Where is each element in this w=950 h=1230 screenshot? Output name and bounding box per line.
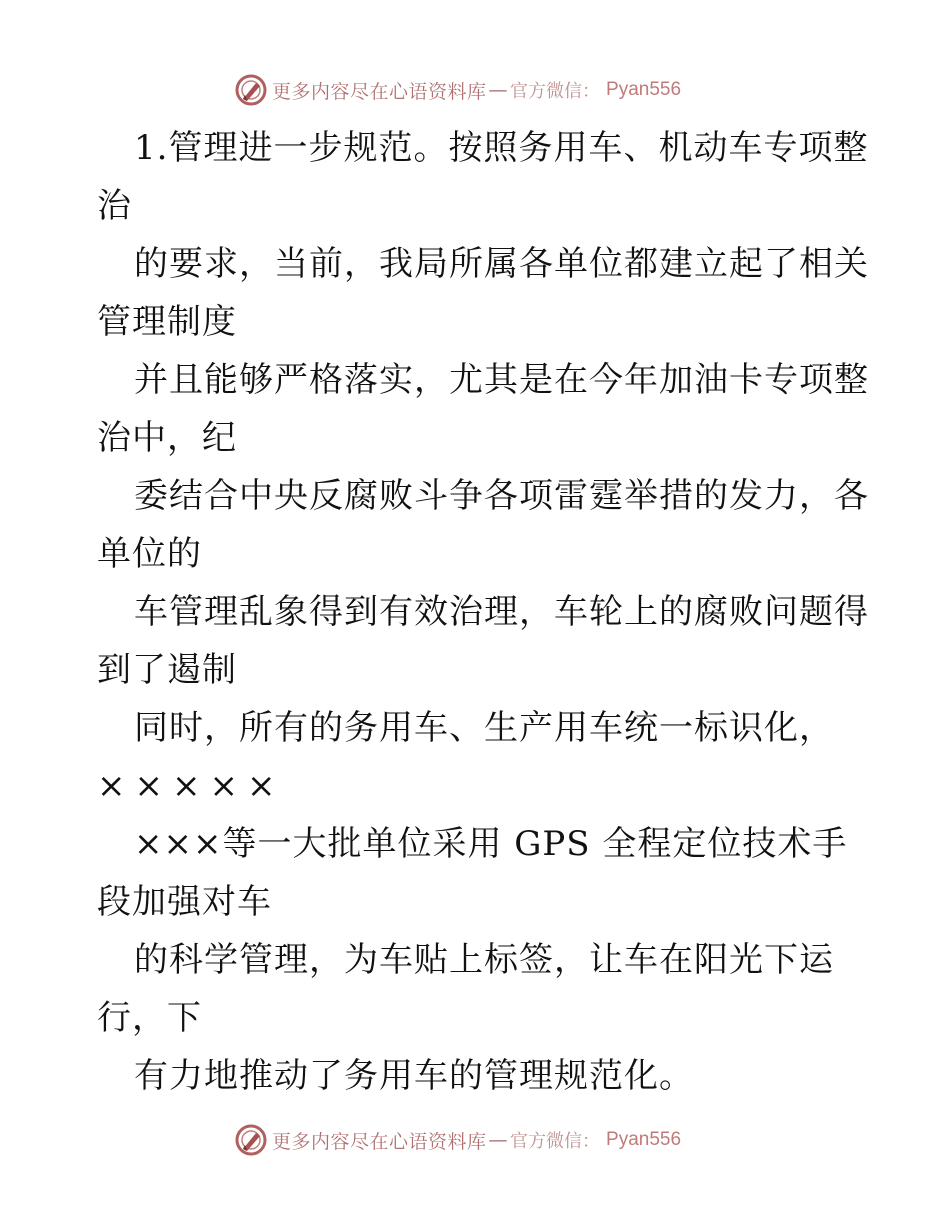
text-line: 有力地推动了务用车的管理规范化。 [134, 1056, 694, 1096]
watermark-id: Pyan556 [606, 79, 682, 100]
watermark-label: 官方微信： [510, 1131, 601, 1152]
text-line: 单位的 [97, 534, 202, 574]
text-line: 行，下 [97, 998, 202, 1038]
watermark-text: 更多内容尽在心语资料库 [272, 1130, 487, 1153]
text-line: 的科学管理，为车贴上标签，让车在阳光下运 [134, 940, 834, 980]
text-line: ××××× [97, 766, 285, 806]
text-line: 车管理乱象得到有效治理，车轮上的腐败问题得 [134, 592, 869, 632]
text-line: ×××等一大批单位采用 GPS 全程定位技术手 [134, 824, 848, 864]
watermark-id: Pyan556 [606, 1129, 682, 1150]
footer-watermark [0, 1120, 950, 1160]
watermark-label: 官方微信： [510, 81, 601, 102]
text-line: 委结合中央反腐败斗争各项雷霆举措的发力，各 [134, 476, 869, 516]
text-line: 管理制度 [97, 302, 237, 342]
pen-logo-icon [234, 1123, 268, 1157]
watermark-dash: — [488, 79, 509, 101]
text-line: 同时，所有的务用车、生产用车统一标识化， [134, 708, 834, 748]
text-line: 并且能够严格落实，尤其是在今年加油卡专项整 [134, 360, 869, 400]
text-line: 治 [97, 186, 132, 226]
text-line: 治中，纪 [97, 418, 237, 458]
text-line: 到了遏制 [97, 650, 237, 690]
watermark-dash: — [488, 1129, 509, 1151]
watermark-text: 更多内容尽在心语资料库 [272, 80, 487, 103]
text-line: 1.管理进一步规范。按照务用车、机动车专项整 [134, 128, 869, 168]
pen-logo-icon [234, 73, 268, 107]
text-line: 段加强对车 [97, 882, 272, 922]
header-watermark [0, 70, 950, 110]
text-line: 的要求，当前，我局所属各单位都建立起了相关 [134, 244, 869, 284]
